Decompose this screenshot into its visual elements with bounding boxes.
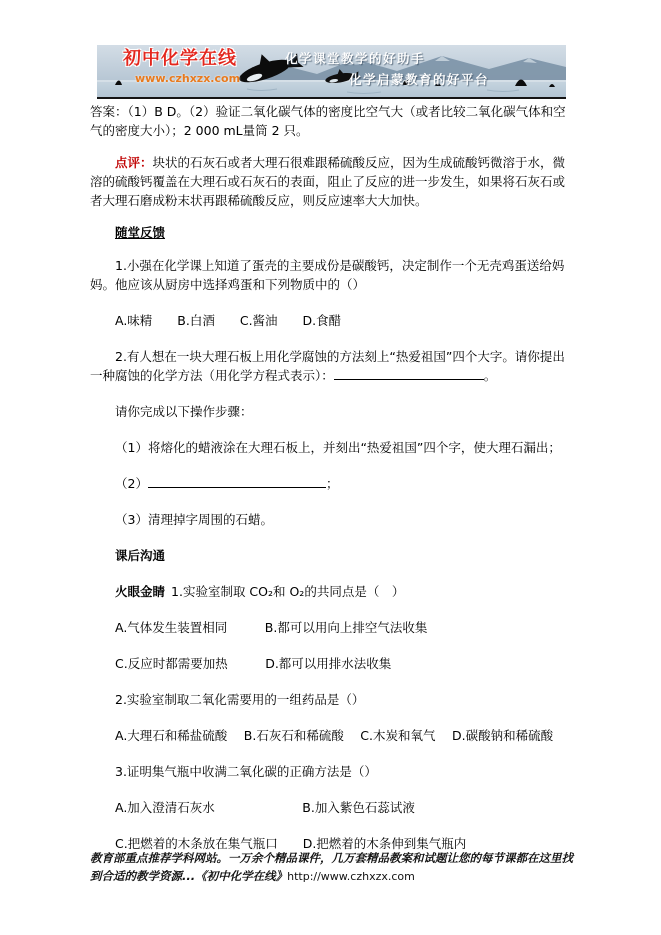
answer-blank-line: [334, 366, 484, 380]
question-1-options: A.味精 B.白酒 C.酱油 D.食醋: [115, 313, 342, 328]
ac-q1-options-row1: A.气体发生装置相同 B.都可以用向上排空气法收集: [115, 620, 428, 635]
step-1: （1）将熔化的蜡液涂在大理石板上，并刻出“热爱祖国”四个字，使大理石漏出；: [115, 440, 561, 455]
footer-text: 教育部重点推荐学科网站。一万余个精品课件，几万套精品教案和试题让您的每节课都在这里找到合适的教学资源...《初中化学在线》: [90, 851, 573, 883]
step-2-label: （2）: [115, 476, 148, 491]
answer-blank-line: [148, 474, 326, 488]
answer-text: （1）B D。（2）验证二氧化碳气体的密度比空气大（或者比较二氧化碳气体和空气的密度大小）；2 000 mL量筒 2 只。: [90, 104, 566, 138]
footer-url: http://www.czhxzx.com: [287, 870, 415, 883]
heading-text: 随堂反馈: [115, 225, 166, 240]
question-2: [90, 347, 572, 385]
ac-q2-options: A.大理石和稀盐硫酸 B.石灰石和稀硫酸 C.木炭和氧气 D.碳酸钠和稀硫酸: [115, 728, 554, 743]
step-2-tail: ；: [325, 476, 339, 491]
step-3: （3）清理掉字周围的石蜡。: [115, 512, 273, 527]
banner-slogan-bottom: 化学启蒙教育的好平台: [349, 72, 490, 87]
section-heading-after-class: 课后沟通: [115, 548, 166, 563]
site-banner: [97, 45, 566, 99]
after-class-question-2: 2.实验室制取二氧化需要用的一组药品是（）: [115, 692, 365, 707]
comment-paragraph: [90, 153, 572, 210]
answer-label: 答案：: [90, 104, 128, 119]
after-class-question-1: [90, 582, 572, 601]
site-name: 初中化学在线: [123, 48, 237, 69]
answer-paragraph: [90, 102, 572, 140]
ac-q1-options-row2: C.反应时都需要加热 D.都可以用排水法收集: [115, 656, 392, 671]
subheading-sharp-eyes: 火眼金睛: [115, 584, 166, 599]
ac-q3-options-row2: C.把燃着的木条放在集气瓶口 D.把燃着的木条伸到集气瓶内: [115, 836, 467, 851]
page-footer: [90, 849, 582, 886]
section-heading-classroom-feedback: [90, 223, 572, 242]
question-2-tail: 。: [483, 368, 497, 383]
step-2: [90, 474, 572, 493]
question-1: 1.小强在化学课上知道了蛋壳的主要成份是碳酸钙，决定制作一个无壳鸡蛋送给妈妈。他应该从厨房中选择鸡蛋和下列物质中的（）: [90, 258, 565, 292]
steps-intro: 请你完成以下操作步骤：: [115, 404, 253, 419]
question-2-text: 2.有人想在一块大理石板上用化学腐蚀的方法刻上“热爱祖国”四个大字。请你提出一种腐蚀的化学方法（用化学方程式表示）：: [90, 349, 565, 383]
comment-label: 点评：: [115, 155, 153, 170]
site-url: www.czhxzx.com: [135, 72, 241, 85]
after-class-question-3: 3.证明集气瓶中收满二氧化碳的正确方法是（）: [115, 764, 377, 779]
ac-q3-options-row1: A.加入澄清石灰水 B.加入紫色石蕊试液: [115, 800, 415, 815]
banner-slogan-top: 化学课堂教学的好助手: [285, 51, 426, 66]
after-class-question-1-text: 1.实验室制取 CO₂和 O₂的共同点是（ ）: [171, 584, 405, 599]
comment-text: 块状的石灰石或者大理石很难跟稀硫酸反应，因为生成硫酸钙微溶于水，微溶的硫酸钙覆盖在大理石或石灰石的表面，阻止了反应的进一步发生，如果将石灰石或者大理石磨成粉末状再跟稀硫酸反应，则反应速率大大加快。: [90, 155, 566, 208]
document-body: [90, 102, 572, 866]
